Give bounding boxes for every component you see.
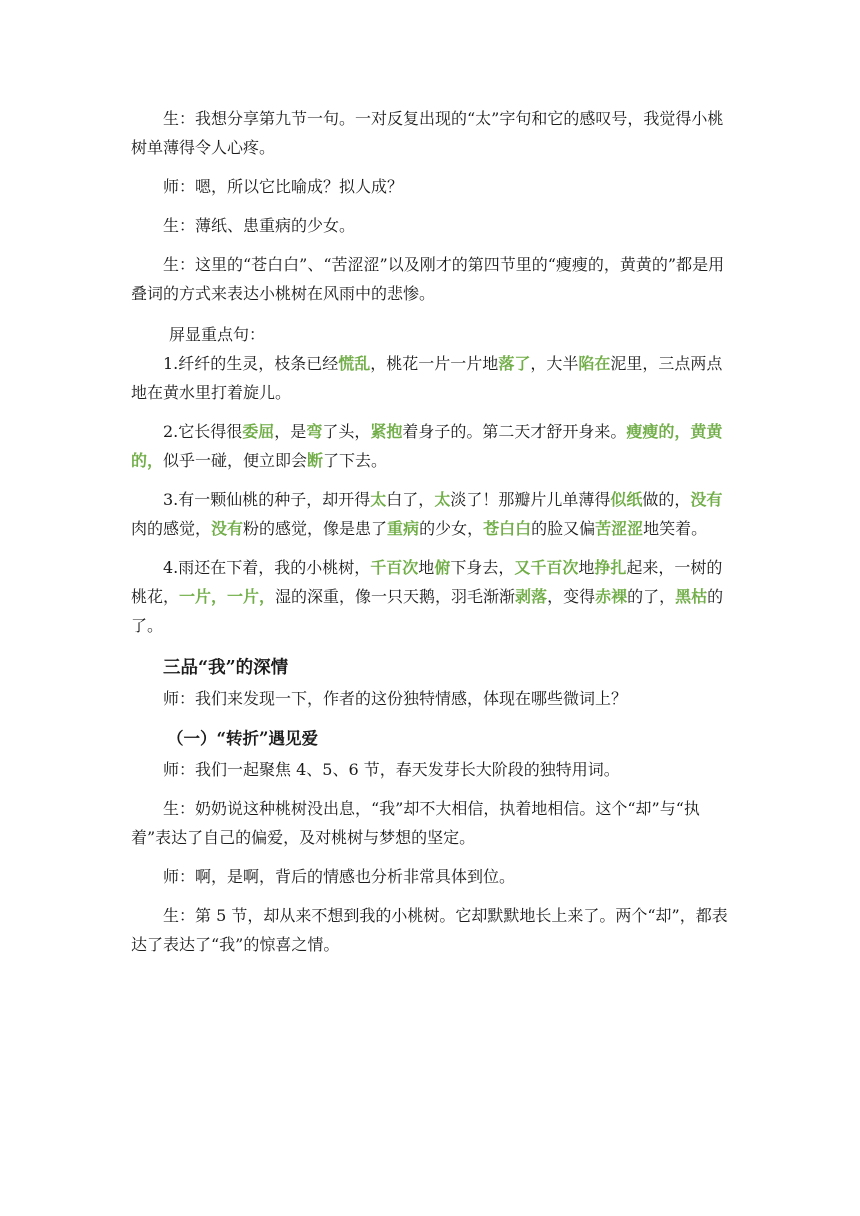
text-run: 屏显重点句：	[169, 325, 266, 344]
highlighted-word: 断	[307, 451, 324, 470]
text-run: 了下去。	[323, 451, 388, 470]
text-run: 地	[418, 558, 435, 577]
highlighted-word: 一片，一片，	[179, 587, 276, 606]
text-run: 生：薄纸、患重病的少女。	[163, 216, 356, 235]
highlighted-word: 似纸	[610, 490, 643, 509]
text-run: 4.雨还在下着，我的小桃树，	[163, 558, 371, 577]
screen-display-label	[131, 320, 731, 349]
highlighted-word: 陷在	[578, 354, 611, 373]
text-run: 肉的感觉，	[131, 519, 212, 538]
text-run: 生：我想分享第九节一句。一对反复出现的“太”字句和它的感叹号，我觉得小桃树单薄得令人心疼。	[131, 109, 724, 157]
text-run: 的少女，	[419, 519, 484, 538]
text-run: 地	[578, 558, 595, 577]
highlighted-word: 千百次	[370, 558, 419, 577]
text-run: 三品“我”的深情	[163, 658, 289, 678]
text-run: 1.纤纤的生灵，枝条已经	[163, 354, 339, 373]
paragraph	[131, 684, 731, 713]
highlighted-word: 挣扎	[594, 558, 627, 577]
highlighted-word: 剥落	[515, 587, 548, 606]
text-run: 粉的感觉，像是患了	[243, 519, 388, 538]
text-run: 的了，	[627, 587, 676, 606]
highlighted-word: 瘦瘦的，黄黄的，	[131, 422, 723, 470]
highlighted-word: 苍白白	[483, 519, 532, 538]
text-run: 2.它长得很	[163, 422, 243, 441]
highlighted-word: 没有	[211, 519, 244, 538]
paragraph	[131, 794, 731, 852]
text-run: 的脸又偏	[531, 519, 596, 538]
highlighted-word: 紧抱	[370, 422, 403, 441]
text-run: ，是	[274, 422, 307, 441]
text-run: 师：啊，是啊，背后的情感也分析非常具体到位。	[163, 867, 516, 886]
text-run: 生：奶奶说这种桃树没出息，“我”却不大相信，执着地相信。这个“却”与“执着”表达了自己的偏爱，及对桃树与梦想的坚定。	[131, 799, 700, 847]
paragraph	[131, 349, 731, 407]
text-run: 的了。	[131, 587, 724, 635]
highlighted-word: 没有	[690, 490, 723, 509]
text-run: （一）“转折”遇见爱	[167, 729, 318, 748]
highlighted-word: 慌乱	[338, 354, 371, 373]
text-run: 地笑着。	[643, 519, 708, 538]
paragraph	[131, 211, 731, 240]
text-run: ，变得	[547, 587, 596, 606]
paragraph	[131, 755, 731, 784]
highlighted-word: 赤裸	[595, 587, 628, 606]
subsection-heading	[131, 723, 731, 755]
text-run: 生：这里的“苍白白”、“苦涩涩”以及刚才的第四节里的“瘦瘦的，黄黄的”都是用叠词的方式来表达小桃树在风雨中的悲惨。	[131, 255, 725, 303]
text-run: 淡了！那瓣片儿单薄得	[450, 490, 611, 509]
text-run: 下身去，	[450, 558, 515, 577]
highlighted-word: 弯	[306, 422, 323, 441]
highlighted-word: 委屈	[242, 422, 275, 441]
text-run: 着身子的。第二天才舒开身来。	[402, 422, 627, 441]
highlighted-word: 重病	[387, 519, 420, 538]
paragraph	[131, 862, 731, 891]
paragraph	[131, 104, 731, 162]
paragraph	[131, 901, 731, 959]
text-run: 起来，一树的桃花，	[131, 558, 723, 606]
text-run: 做的，	[642, 490, 691, 509]
text-run: 湿的深重，像一只天鹅，羽毛渐渐	[275, 587, 516, 606]
text-run: ，大半	[530, 354, 579, 373]
paragraph	[131, 553, 731, 640]
text-run: 似乎一碰，便立即会	[163, 451, 308, 470]
text-run: ，桃花一片一片地	[370, 354, 499, 373]
highlighted-word: 落了	[498, 354, 531, 373]
highlighted-word: 太	[370, 490, 387, 509]
text-run: 白了，	[386, 490, 435, 509]
section-heading	[131, 652, 731, 684]
highlighted-word: 黑枯	[675, 587, 708, 606]
document-body	[131, 104, 731, 959]
text-run: 师：我们一起聚焦 4、5、6 节，春天发芽长大阶段的独特用词。	[163, 760, 620, 779]
paragraph	[131, 417, 731, 475]
text-run: 泥里，三点两点地在黄水里打着旋儿。	[131, 354, 723, 402]
highlighted-word: 太	[434, 490, 451, 509]
highlighted-word: 苦涩涩	[595, 519, 644, 538]
paragraph	[131, 172, 731, 201]
text-run: 3.有一颗仙桃的种子，却开得	[163, 490, 371, 509]
paragraph	[131, 485, 731, 543]
paragraph	[131, 250, 731, 308]
highlighted-word: 又千百次	[514, 558, 579, 577]
text-run: 生：第 5 节，却从来不想到我的小桃树。它却默默地长上来了。两个“却”，都表达了表达了“我”的惊喜之情。	[131, 906, 728, 954]
text-run: 了头，	[322, 422, 371, 441]
text-run: 师：我们来发现一下，作者的这份独特情感，体现在哪些微词上？	[163, 689, 628, 708]
text-run: 师：嗯，所以它比喻成？拟人成？	[163, 177, 404, 196]
highlighted-word: 俯	[434, 558, 451, 577]
